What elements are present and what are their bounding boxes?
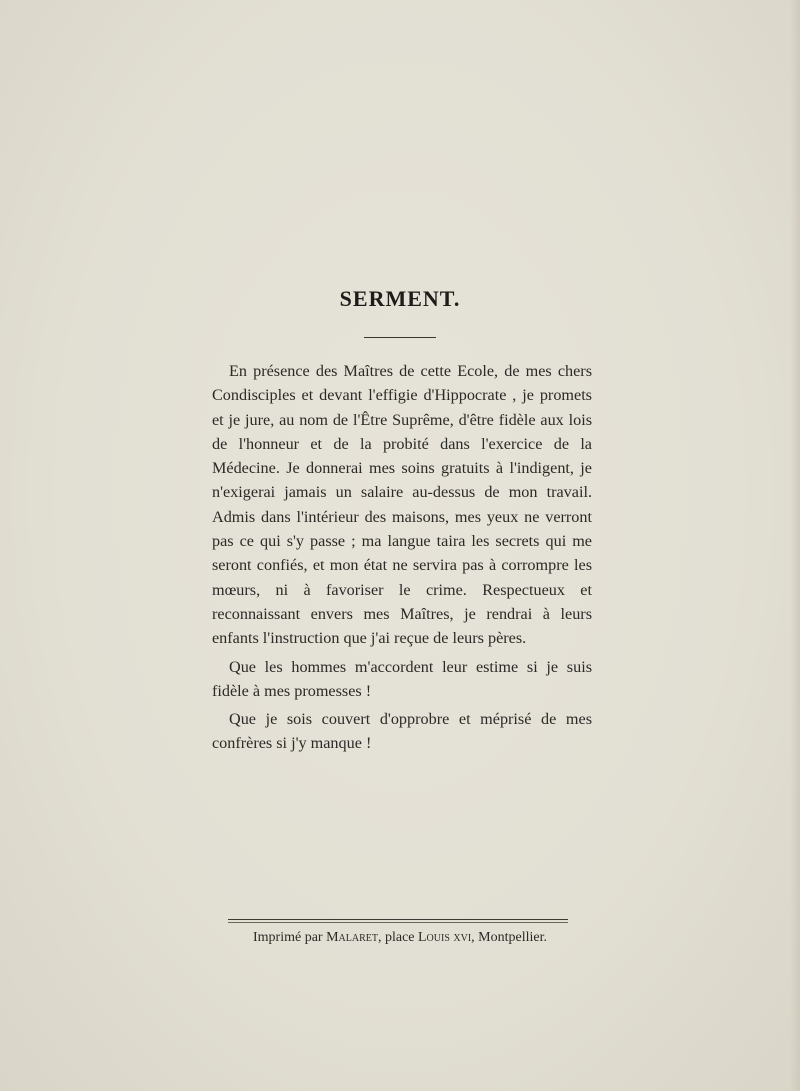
title-rule — [364, 337, 436, 338]
imprint-middle: , place — [377, 930, 418, 945]
printer-imprint — [0, 930, 800, 946]
footer-rule-double — [228, 922, 568, 923]
footer-rule — [228, 919, 568, 920]
imprint-printer: Malaret — [326, 930, 378, 945]
imprint-place: Louis xvi — [418, 930, 472, 945]
imprint-suffix: , Montpellier. — [471, 930, 547, 945]
oath-paragraph-2: Que les hommes m'accordent leur estime si je suis fidèle à mes promesses ! — [212, 657, 592, 700]
imprint-prefix: Imprimé par — [252, 930, 327, 945]
oath-paragraph-1: En présence des Maîtres de cette Ecole, de mes chers Condisciples et devant l'effigie d'Hippocrate , je promets et je jure, au nom de l'Être Suprême, d'être fidèle aux lois de l'honneur et de la probité dans l'exercice de la Médecine. Je donnerai mes soins gratuits à l'indigent, je n'exigerai jamais un salaire au-dessus de mon travail. Admis dans l'intérieur des maisons, mes yeux ne verront pas ce qui s'y passe ; ma langue taira les secrets qui me seront confiés, et mon état ne servira pas à corrompre les mœurs, ni à favoriser le crime. Respectueux et reconnaissant envers mes Maîtres, je rendrai à leurs enfants l'instruction que j'ai reçue de leurs pères. — [212, 362, 592, 648]
oath-paragraph-3: Que je sois couvert d'opprobre et méprisé de mes confrères si j'y manque ! — [212, 710, 592, 753]
document-title: SERMENT. — [339, 286, 461, 311]
page-edge-shadow — [790, 0, 800, 1091]
oath-text — [212, 359, 592, 760]
